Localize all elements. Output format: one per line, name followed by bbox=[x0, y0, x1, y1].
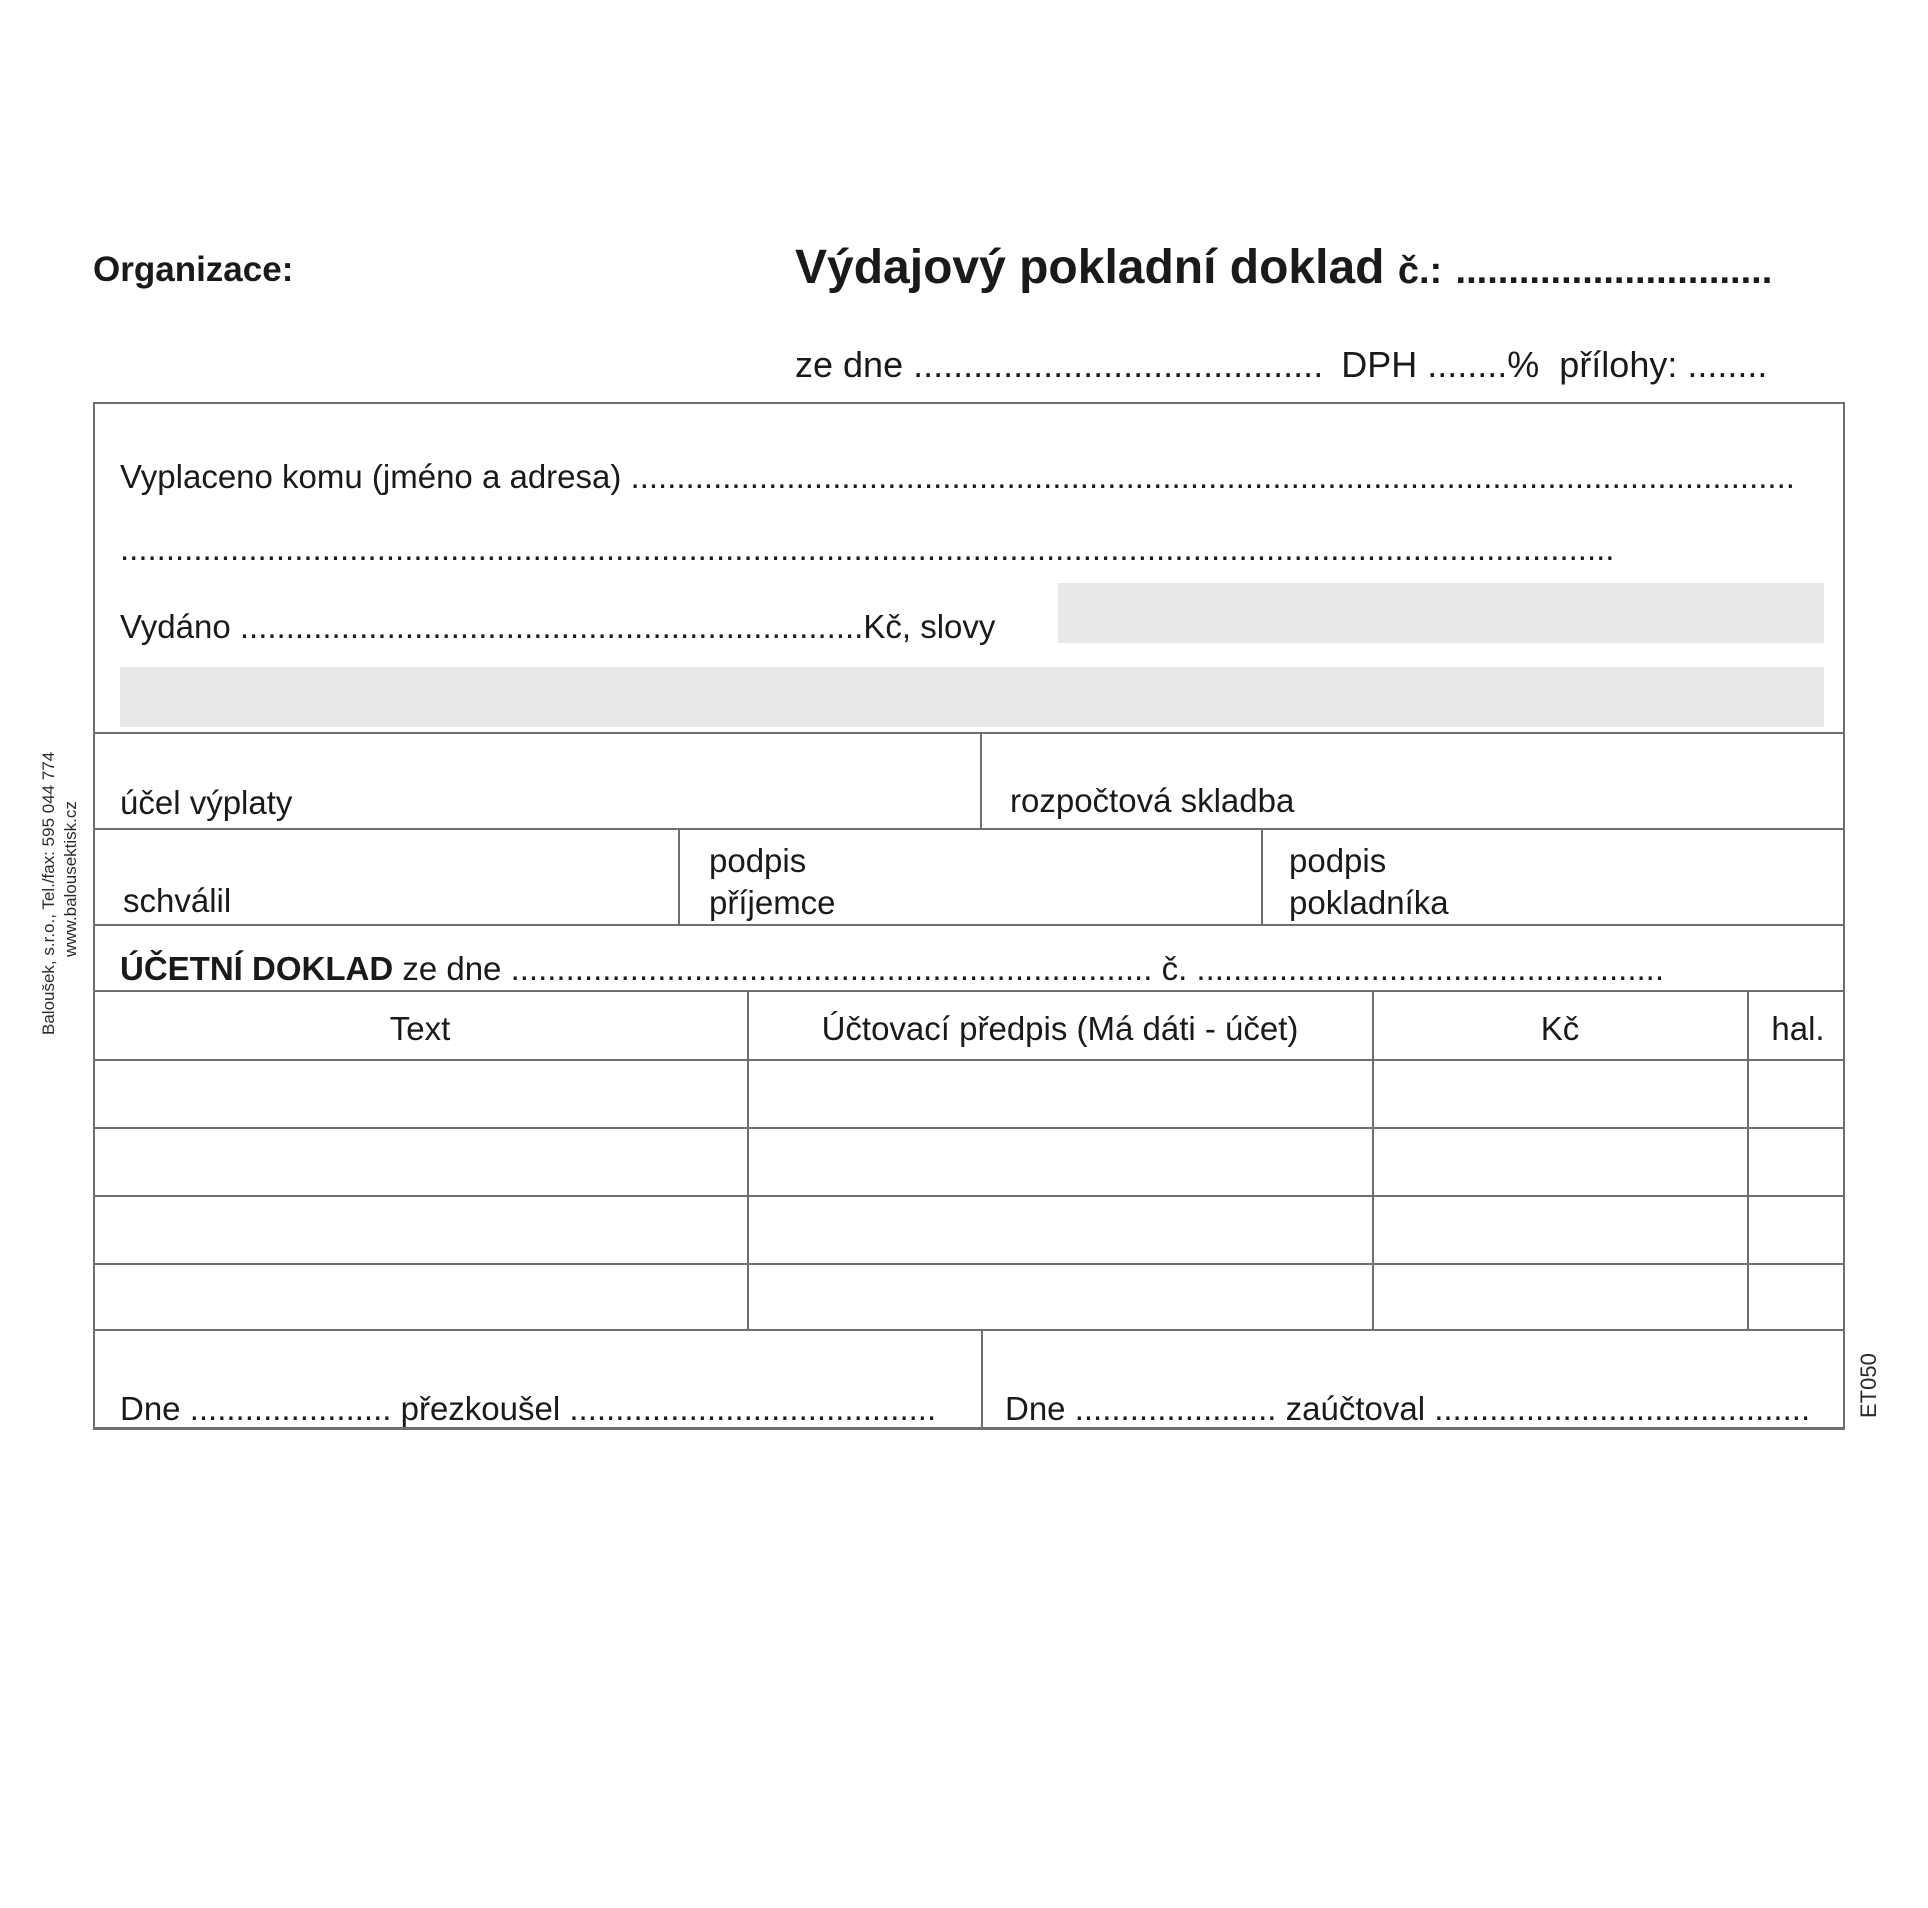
right-date-field[interactable]: ...................... bbox=[1074, 1390, 1277, 1427]
left-date-field[interactable]: ...................... bbox=[189, 1390, 392, 1427]
reviewed-label: přezkoušel bbox=[400, 1390, 561, 1427]
footer-right bbox=[1005, 1390, 1810, 1428]
left-date-label: Dne bbox=[120, 1390, 181, 1427]
payee-field-line1[interactable]: ............................................................................................................................... bbox=[630, 458, 1795, 495]
recipient-signature-label bbox=[709, 840, 836, 924]
printer-info bbox=[38, 635, 82, 1035]
table-top-border bbox=[93, 990, 1845, 992]
organization-label: Organizace: bbox=[93, 250, 294, 289]
title-text: Výdajový pokladní doklad bbox=[795, 241, 1385, 294]
column-header-hal: hal. bbox=[1771, 1010, 1825, 1047]
recipient-line2: příjemce bbox=[709, 884, 836, 921]
right-date-label: Dne bbox=[1005, 1390, 1066, 1427]
table-column-divider bbox=[747, 990, 749, 1329]
posted-label: zaúčtoval bbox=[1285, 1390, 1426, 1427]
cashier-line1: podpis bbox=[1289, 842, 1387, 879]
vat-unit: % bbox=[1507, 344, 1540, 385]
issued-label: Vydáno bbox=[120, 608, 231, 645]
divider bbox=[93, 828, 1845, 830]
footer-left bbox=[120, 1390, 936, 1428]
divider bbox=[1261, 828, 1263, 924]
printer-line1: Baloušek, s.r.o., Tel./fax: 595 044 774 bbox=[39, 751, 58, 1035]
divider bbox=[980, 732, 982, 828]
attachments-field[interactable]: ........ bbox=[1687, 344, 1768, 385]
accounting-date-label: ze dne bbox=[402, 950, 502, 987]
form-code: ET050 bbox=[1856, 1353, 1881, 1418]
table-column-divider bbox=[1372, 990, 1374, 1329]
number-field[interactable]: .............................. bbox=[1455, 250, 1773, 292]
posted-field[interactable]: ......................................... bbox=[1434, 1390, 1811, 1427]
column-header-czk: Kč bbox=[1540, 1010, 1580, 1047]
accounting-date-field[interactable]: ...................................................................... bbox=[510, 950, 1153, 987]
issued-words-label: Kč, slovy bbox=[863, 608, 996, 645]
amount-words-field[interactable] bbox=[1058, 583, 1824, 643]
date-field[interactable]: ......................................... bbox=[913, 344, 1324, 385]
approved-label: schválil bbox=[123, 882, 232, 919]
cashier-line2: pokladníka bbox=[1289, 884, 1449, 921]
divider bbox=[93, 924, 1845, 926]
printer-line2: www.balousektisk.cz bbox=[61, 801, 80, 957]
vat-label: DPH bbox=[1341, 344, 1418, 385]
table-column-divider bbox=[1747, 990, 1749, 1329]
budget-label: rozpočtová skladba bbox=[1010, 782, 1295, 819]
vat-field[interactable]: ........ bbox=[1427, 344, 1508, 385]
accounting-row bbox=[120, 950, 1664, 988]
attachments-label: přílohy: bbox=[1559, 344, 1678, 385]
date-line bbox=[795, 344, 1767, 386]
payee-row bbox=[120, 458, 1795, 496]
amount-words-field-2[interactable] bbox=[120, 667, 1824, 727]
date-label: ze dne bbox=[795, 344, 904, 385]
issued-amount-field[interactable]: .................................................................... bbox=[239, 608, 864, 645]
accounting-title: ÚČETNÍ DOKLAD bbox=[120, 950, 394, 987]
table-row bbox=[93, 1195, 1845, 1197]
purpose-label: účel výplaty bbox=[120, 784, 293, 821]
payee-field-line2[interactable]: ................................................................................................................................................................... bbox=[120, 530, 1615, 567]
table-row bbox=[93, 1059, 1845, 1061]
divider bbox=[678, 828, 680, 924]
table-row bbox=[93, 1127, 1845, 1129]
table-bottom-border bbox=[93, 1329, 1845, 1331]
document-title bbox=[795, 240, 1772, 295]
accounting-number-field[interactable]: ................................................... bbox=[1196, 950, 1664, 987]
table-row bbox=[93, 1263, 1845, 1265]
divider bbox=[981, 1329, 983, 1428]
payee-label: Vyplaceno komu (jméno a adresa) bbox=[120, 458, 622, 495]
issued-row bbox=[120, 608, 995, 646]
recipient-line1: podpis bbox=[709, 842, 807, 879]
divider bbox=[93, 732, 1845, 734]
number-label: č.: bbox=[1397, 250, 1443, 292]
column-header-text: Text bbox=[389, 1010, 451, 1047]
column-header-posting: Účtovací předpis (Má dáti - účet) bbox=[821, 1010, 1299, 1047]
accounting-number-label: č. bbox=[1161, 950, 1188, 987]
cashier-signature-label bbox=[1289, 840, 1449, 924]
reviewed-field[interactable]: ........................................ bbox=[569, 1390, 937, 1427]
